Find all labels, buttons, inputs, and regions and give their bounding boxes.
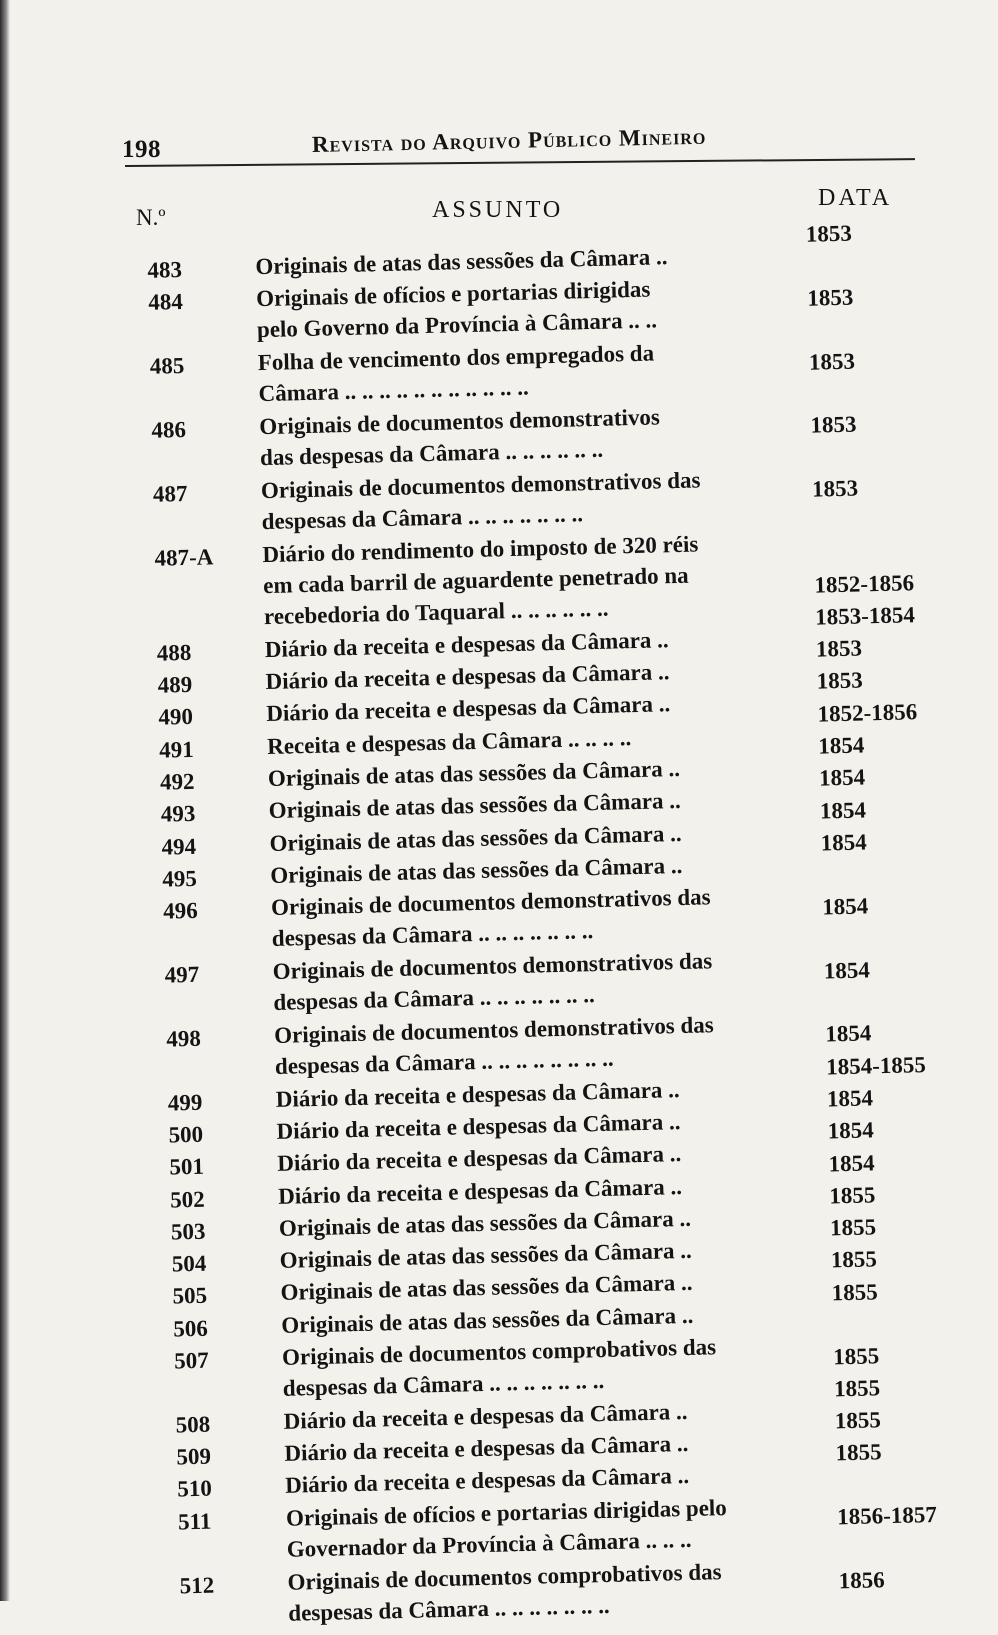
entry-number: 509 bbox=[176, 1443, 212, 1470]
entry-date: 1854 bbox=[826, 1085, 874, 1112]
entry-number: 499 bbox=[167, 1089, 203, 1116]
entry-subject-line: Originais de atas das sessões da Câmara .. bbox=[280, 1270, 693, 1306]
entry-date: 1855 bbox=[832, 1342, 880, 1369]
entry-date: 1854 bbox=[823, 956, 871, 984]
entry-number: 500 bbox=[168, 1121, 204, 1148]
entry-date: 1854 bbox=[828, 1149, 875, 1176]
entry-date: 1853-1854 bbox=[814, 601, 916, 630]
entry-subject bbox=[259, 399, 770, 473]
entry-date: 1854 bbox=[825, 1020, 872, 1047]
entry-subject-line: em cada barril de aguardente penetrado na bbox=[262, 562, 689, 598]
entry-number: 491 bbox=[158, 736, 195, 763]
entry-date: 1856 bbox=[838, 1567, 886, 1594]
entry-number: 487-A bbox=[154, 543, 214, 571]
entry-date: 1856-1857 bbox=[836, 1502, 938, 1530]
entry-subject bbox=[261, 462, 772, 536]
entry-date: 1855 bbox=[835, 1439, 882, 1466]
entry-subject-line: despesas da Câmara .. .. .. .. .. .. .. bbox=[282, 1368, 605, 1401]
entry-subject-line: recebedoria do Taquaral .. .. .. .. .. .. bbox=[263, 595, 609, 629]
catalog-entry bbox=[0, 220, 998, 283]
entry-date: 1853 bbox=[805, 220, 853, 247]
entry-subject-line: Câmara .. .. .. .. .. .. .. .. .. .. .. bbox=[258, 374, 530, 407]
page-number: 198 bbox=[122, 136, 161, 163]
entry-date: 1852-1856 bbox=[814, 569, 915, 598]
entry-subject-line: das despesas da Câmara .. .. .. .. .. .. bbox=[259, 436, 604, 471]
entry-subject-line: Originais de atas das sessões da Câmara .. bbox=[269, 820, 682, 856]
column-header-date: DATA bbox=[818, 185, 893, 211]
entry-date: 1852-1856 bbox=[817, 698, 918, 727]
entry-number: 496 bbox=[162, 897, 198, 924]
entry-number: 506 bbox=[173, 1315, 209, 1342]
column-header-subject: ASSUNTO bbox=[432, 197, 564, 223]
entry-number: 498 bbox=[165, 1025, 202, 1052]
entry-number: 502 bbox=[169, 1186, 206, 1213]
entry-subject-line: Originais de documentos demonstrativos bbox=[259, 404, 661, 440]
entry-subject-line: Originais de documentos comprobativos das bbox=[281, 1334, 717, 1370]
entry-subject-line: despesas da Câmara .. .. .. .. .. .. .. bbox=[261, 500, 584, 534]
entry-subject-line: Folha de vencimento dos empregados da bbox=[257, 340, 655, 376]
entry-subject-line: Diário da receita e despesas da Câmara .. bbox=[264, 627, 669, 662]
entry-date: 1855 bbox=[830, 1246, 878, 1273]
entry-date: 1854 bbox=[827, 1117, 875, 1144]
entry-number: 492 bbox=[159, 768, 195, 795]
entry-number: 494 bbox=[161, 833, 197, 860]
entry-number: 490 bbox=[158, 704, 194, 731]
entry-date: 1853 bbox=[811, 475, 859, 502]
entry-subject-line: Originais de ofícios e portarias dirigidas pelo bbox=[285, 1494, 728, 1531]
entry-subject-line: Diário da receita e despesas da Câmara .. bbox=[277, 1141, 682, 1177]
entry-subject-line: Originais de atas das sessões da Câmara .. bbox=[267, 755, 681, 792]
entry-date: 1855 bbox=[829, 1182, 876, 1209]
entry-date: 1854 bbox=[818, 732, 865, 759]
entry-number: 484 bbox=[147, 289, 184, 316]
entry-number: 501 bbox=[169, 1153, 205, 1180]
column-header-number: N.º bbox=[136, 205, 166, 230]
entry-subject-line: Originais de atas das sessões da Câmara .. bbox=[255, 244, 668, 280]
entry-date: 1854-1855 bbox=[825, 1051, 927, 1080]
entry-subject bbox=[286, 1490, 797, 1564]
entry-number: 512 bbox=[179, 1572, 215, 1598]
entry-date: 1855 bbox=[829, 1214, 877, 1241]
entry-subject-line: Diário da receita e despesas da Câmara .. bbox=[277, 1173, 683, 1209]
entry-subject-line: Originais de documentos demonstrativos das bbox=[273, 1012, 714, 1048]
entry-number: 489 bbox=[157, 671, 193, 698]
entry-date: 1855 bbox=[833, 1375, 881, 1402]
entry-subject bbox=[274, 1007, 785, 1081]
entry-subject-line: Originais de documentos comprobativos das bbox=[287, 1558, 722, 1595]
entry-subject-line: Diário da receita e despesas da Câmara .. bbox=[283, 1398, 688, 1434]
entry-date: 1853 bbox=[808, 348, 856, 375]
entry-subject-line: Originais de atas das sessões da Câmara .. bbox=[279, 1237, 693, 1273]
entry-subject-line: Originais de atas das sessões da Câmara .. bbox=[270, 852, 683, 888]
entry-subject-line: Originais de atas das sessões da Câmara .. bbox=[281, 1302, 694, 1338]
entry-number: 493 bbox=[160, 801, 196, 827]
entry-subject-line: Originais de documentos demonstrativos das bbox=[270, 884, 711, 921]
entry-subject-line: Governador da Província à Câmara .. .. .. bbox=[286, 1526, 692, 1562]
entry-number: 510 bbox=[176, 1476, 213, 1502]
entry-subject bbox=[257, 335, 768, 409]
entry-number: 505 bbox=[172, 1283, 208, 1309]
entry-subject-line: Originais de atas das sessões da Câmara .. bbox=[278, 1205, 692, 1241]
entry-number: 503 bbox=[170, 1218, 206, 1245]
entry-date: 1853 bbox=[816, 667, 864, 694]
entry-date: 1853 bbox=[810, 411, 857, 439]
entry-subject-line: despesas da Câmara .. .. .. .. .. .. .. bbox=[288, 1592, 610, 1626]
entry-subject-line: pelo Governo da Província à Câmara .. .. bbox=[256, 307, 658, 343]
entry-subject-line: Originais de ofícios e portarias dirigidas bbox=[255, 276, 651, 312]
entry-subject bbox=[256, 271, 767, 345]
entry-subject-line: Diário da receita e despesas da Câmara .. bbox=[266, 691, 671, 727]
entry-date: 1855 bbox=[834, 1407, 882, 1434]
entry-subject-line: Diário do rendimento do imposto de 320 réis bbox=[262, 530, 699, 567]
entry-subject bbox=[271, 880, 782, 954]
entry-subject-line: Diário da receita e despesas da Câmara .. bbox=[284, 1463, 690, 1499]
entry-subject bbox=[287, 1554, 798, 1628]
entry-number: 508 bbox=[175, 1411, 211, 1438]
entry-number: 485 bbox=[149, 353, 185, 379]
entry-number: 488 bbox=[156, 639, 192, 666]
entry-number: 495 bbox=[162, 865, 198, 892]
entry-subject-line: Originais de documentos demonstrativos das bbox=[260, 467, 701, 503]
entry-subject-line: Diário da receita e despesas da Câmara .. bbox=[265, 659, 670, 695]
entry-date: 1853 bbox=[815, 635, 863, 662]
entry-date: 1854 bbox=[820, 829, 867, 856]
entry-subject-line: despesas da Câmara .. .. .. .. .. .. .. .. bbox=[274, 1045, 614, 1079]
entry-subject bbox=[272, 944, 783, 1018]
entry-date: 1853 bbox=[807, 284, 854, 311]
entry-date: 1855 bbox=[831, 1278, 878, 1306]
entry-subject-line: Diário da receita e despesas da Câmara .. bbox=[284, 1431, 689, 1466]
entry-number: 511 bbox=[177, 1508, 212, 1535]
entry-subject bbox=[282, 1329, 793, 1403]
entry-number: 507 bbox=[173, 1347, 209, 1374]
entry-subject bbox=[262, 526, 774, 631]
entry-subject-line: Diário da receita e despesas da Câmara .. bbox=[275, 1076, 680, 1112]
entry-date: 1854 bbox=[818, 764, 866, 791]
entry-number: 504 bbox=[171, 1250, 207, 1277]
entry-number: 483 bbox=[147, 256, 183, 283]
entry-date: 1854 bbox=[821, 893, 869, 920]
entry-date: 1854 bbox=[819, 797, 867, 824]
entry-number: 487 bbox=[152, 480, 188, 507]
running-title: Revista do Arquivo Público Mineiro bbox=[311, 123, 707, 157]
entry-subject-line: Receita e despesas da Câmara .. .. .. .. bbox=[266, 724, 632, 759]
entry-number: 497 bbox=[164, 961, 200, 988]
entry-subject-line: Diário da receita e despesas da Câmara .. bbox=[276, 1108, 681, 1144]
entry-subject-line: Originais de documentos demonstrativos das bbox=[272, 948, 713, 984]
entry-subject-line: Originais de atas das sessões da Câmara .. bbox=[268, 788, 682, 824]
entry-subject-line: despesas da Câmara .. .. .. .. .. .. .. bbox=[271, 918, 594, 952]
entry-subject-line: despesas da Câmara .. .. .. .. .. .. .. bbox=[273, 982, 596, 1015]
entry-number: 486 bbox=[151, 416, 187, 443]
